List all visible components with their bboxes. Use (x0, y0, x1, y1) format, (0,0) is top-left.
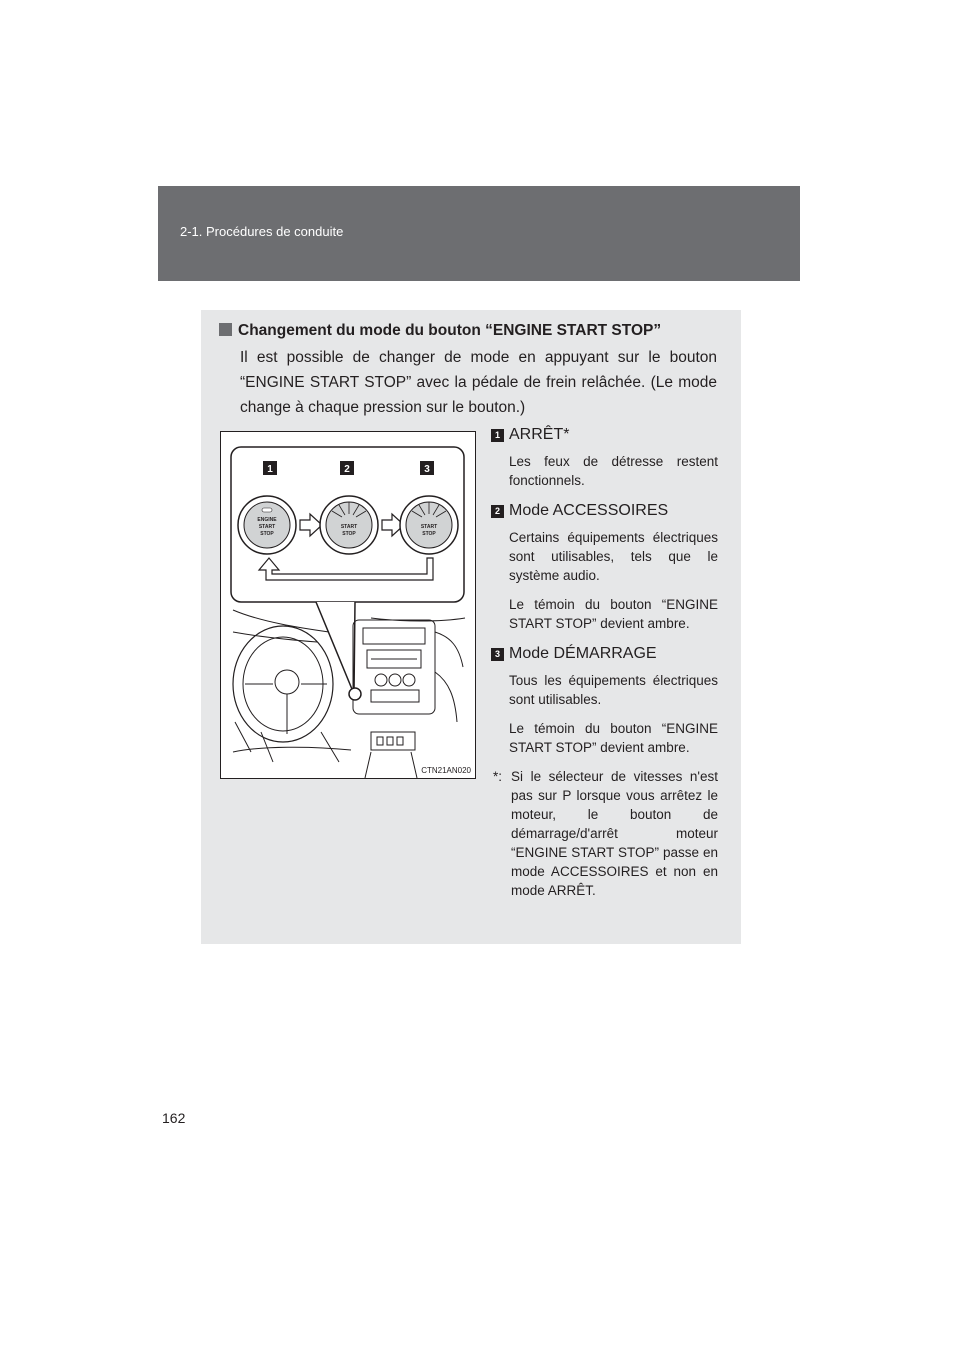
section-label: 2-1. Procédures de conduite (180, 224, 344, 239)
figure-code: CTN21AN020 (421, 766, 471, 775)
label-1 (263, 461, 277, 475)
figure-illustration (221, 432, 475, 778)
svg-text:STOP: STOP (260, 531, 274, 537)
mode-title: Mode DÉMARRAGE (509, 645, 657, 662)
svg-text:START: START (420, 524, 438, 530)
footnote (493, 767, 718, 900)
mode-item-demarrage (491, 643, 718, 757)
svg-text:START: START (258, 524, 276, 530)
mode-description: Tous les équipements électriques sont utilisables. (509, 673, 718, 707)
mode-description: Le témoin du bouton “ENGINE START STOP” devient ambre. (509, 721, 718, 755)
intro-paragraph: Il est possible de changer de mode en appuyant sur le bouton “ENGINE START STOP” avec la pédale de frein relâchée. (Le mode change à chaque pression sur le bouton.) (240, 349, 717, 416)
section-heading (219, 322, 661, 340)
label-2 (340, 461, 354, 475)
figure-engine-button (220, 431, 476, 779)
page-number: 162 (162, 1110, 186, 1126)
engine-button-acc-icon (320, 496, 378, 554)
label-3 (420, 461, 434, 475)
footnote-mark: *: (493, 769, 503, 784)
svg-text:1: 1 (267, 464, 273, 475)
header-band (158, 186, 800, 281)
mode-number: 3 (491, 648, 504, 661)
svg-text:START: START (340, 524, 358, 530)
mode-item-accessoires (491, 500, 718, 633)
mode-item-off (491, 424, 718, 490)
mode-title: ARRÊT* (509, 426, 570, 443)
svg-text:STOP: STOP (342, 531, 356, 537)
mode-list (491, 424, 718, 900)
heading-square-icon (219, 323, 232, 336)
svg-text:3: 3 (424, 464, 430, 475)
mode-description: Le témoin du bouton “ENGINE START STOP” devient ambre. (509, 597, 718, 631)
svg-text:ENGINE: ENGINE (257, 517, 277, 523)
mode-number: 2 (491, 505, 504, 518)
footnote-text: Si le sélecteur de vitesses n'est pas sur P lorsque vous arrêtez le moteur, le bouton de démarrage/d'arrêt moteur “ENGINE START STOP” passe en mode ACCESSOIRES et non en mode ARRÊT. (511, 769, 718, 898)
heading-text: Changement du mode du bouton “ENGINE START STOP” (238, 322, 662, 339)
engine-button-off-icon (238, 496, 296, 554)
engine-button-on-icon (400, 496, 458, 554)
mode-description: Les feux de détresse restent fonctionnels. (509, 454, 718, 488)
mode-title: Mode ACCESSOIRES (509, 502, 669, 519)
mode-number: 1 (491, 429, 504, 442)
svg-text:2: 2 (344, 464, 350, 475)
mode-description: Certains équipements électriques sont utilisables, tels que le système audio. (509, 530, 718, 583)
svg-text:STOP: STOP (422, 531, 436, 537)
